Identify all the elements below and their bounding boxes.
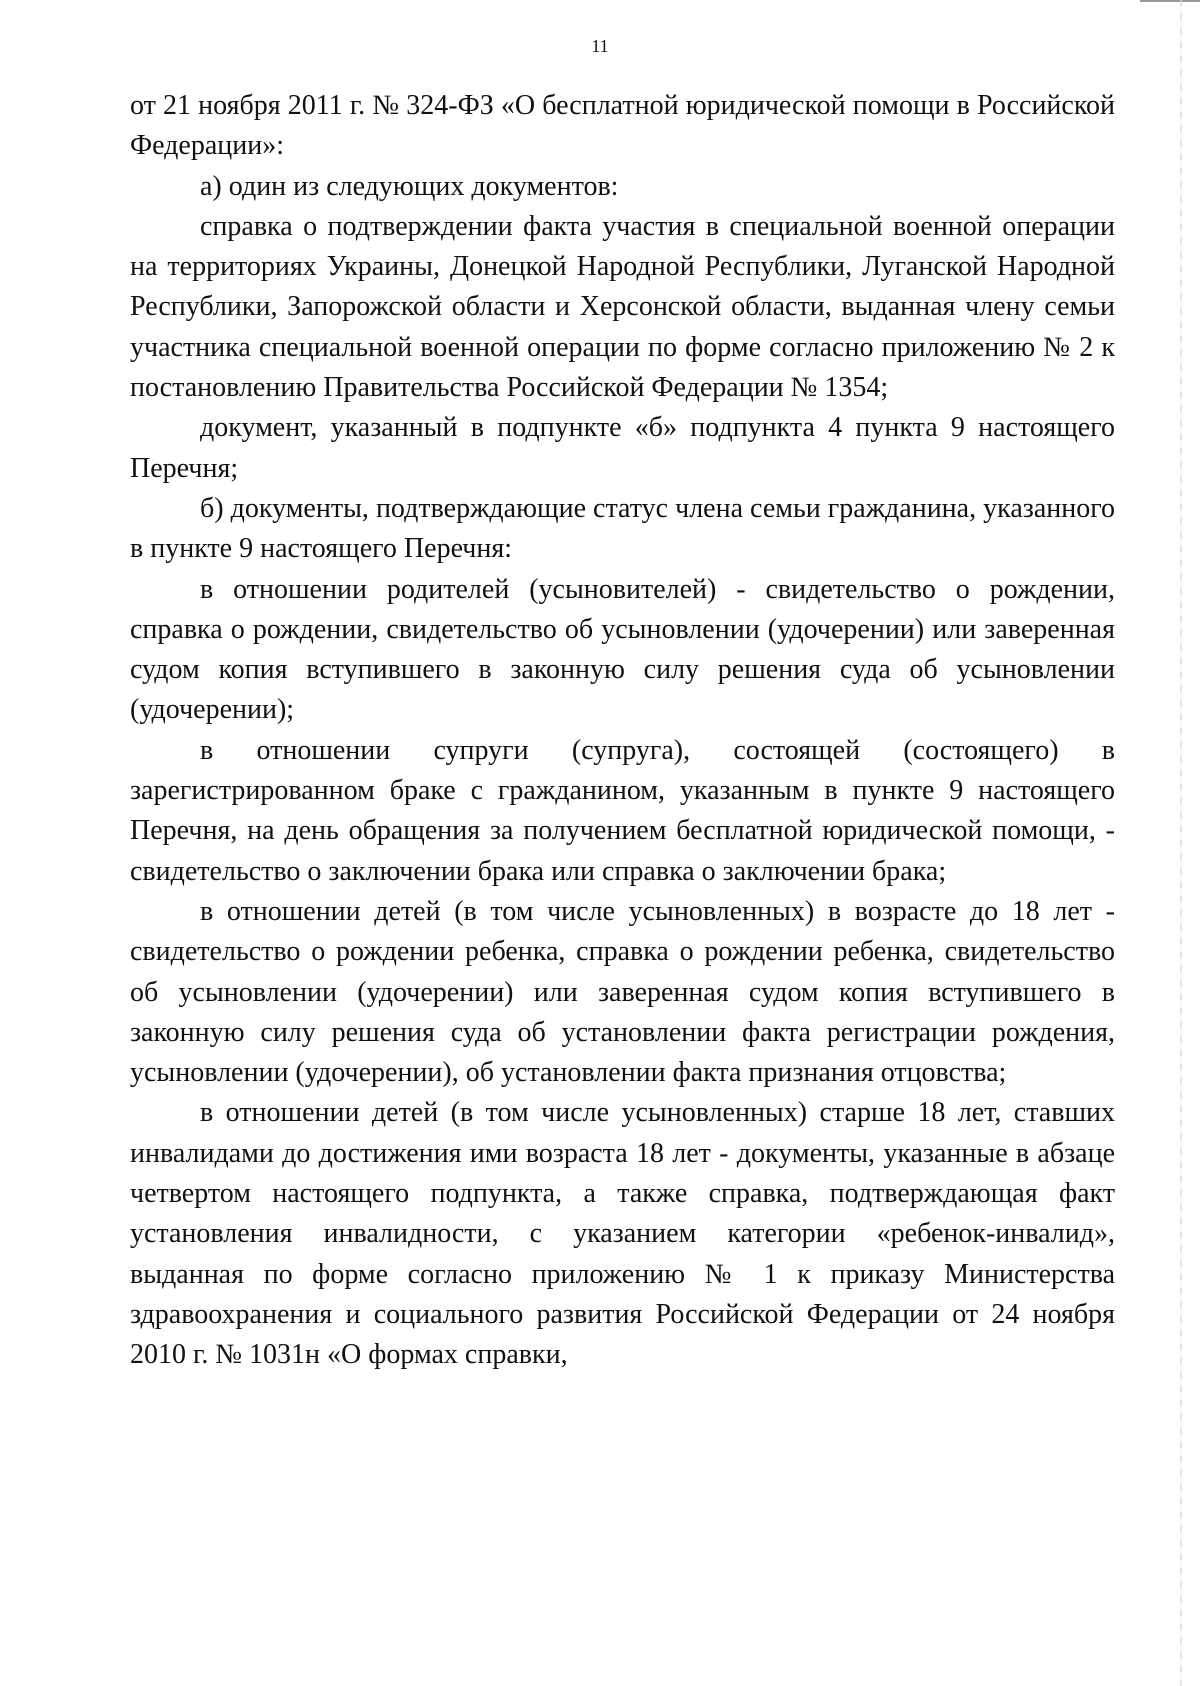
paragraph-item-a: а) один из следующих документов: [200,170,619,202]
scan-edge-mark [1180,0,1182,1686]
paragraph-parents: в отношении родителей (усыновителей) - свидетельство о рождении, справка о рождении, свидетельство об усыновлении (удочерении) или заверенная судом копия вступившего в законную силу решения суда об усыновлении (удочерении); [130,573,1115,726]
paragraph-item-b: б) документы, подтверждающие статус члена семьи гражданина, указанного в пункте 9 настоящего Перечня: [130,492,1115,565]
document-body [130,86,1115,1376]
paragraph-certificate-svo: справка о подтверждении факта участия в специальной военной операции на территориях Украины, Донецкой Народной Республики, Луганской Народной Республики, Запорожской области и Херсонской области, выданная члену семьи участника специальной военной операции по форме согласно приложению № 2 к постановлению Правительства Российской Федерации № 1354; [130,210,1115,404]
scan-top-rule [1140,0,1200,2]
paragraph-continuation: от 21 ноября 2011 г. № 324-ФЗ «О бесплатной юридической помощи в Российской Федерации»: [130,90,1115,162]
paragraph-spouse: в отношении супруги (супруга), состоящей (состоящего) в зарегистрированном браке с гражданином, указанным в пункте 9 настоящего Перечня, на день обращения за получением бесплатной юридической помощи, - свидетельство о заключении брака или справка о заключении брака; [130,734,1115,887]
paragraph-children-under-18: в отношении детей (в том числе усыновленных) в возрасте до 18 лет - свидетельство о рождении ребенка, справка о рождении ребенка, свидетельство об усыновлении (удочерении) или заверенная судом копия вступившего в законную силу решения суда об установлении факта регистрации рождения, усыновлении (удочерении), об установлении факта признания отцовства; [130,895,1115,1089]
paragraph-document-reference: документ, указанный в подпункте «б» подпункта 4 пункта 9 настоящего Перечня; [130,412,1115,484]
page-number: 11 [591,36,609,56]
paragraph-children-over-18: в отношении детей (в том числе усыновленных) старше 18 лет, ставших инвалидами до достижения ими возраста 18 лет - документы, указанные в абзаце четвертом настоящего подпункта, а также справка, подтверждающая факт установления инвалидности, с указанием категории «ребенок-инвалид», выданная по форме согласно приложению № 1 к приказу Министерства здравоохранения и социального развития Российской Федерации от 24 ноября 2010 г. № 1031н «О формах справки, [130,1097,1115,1371]
